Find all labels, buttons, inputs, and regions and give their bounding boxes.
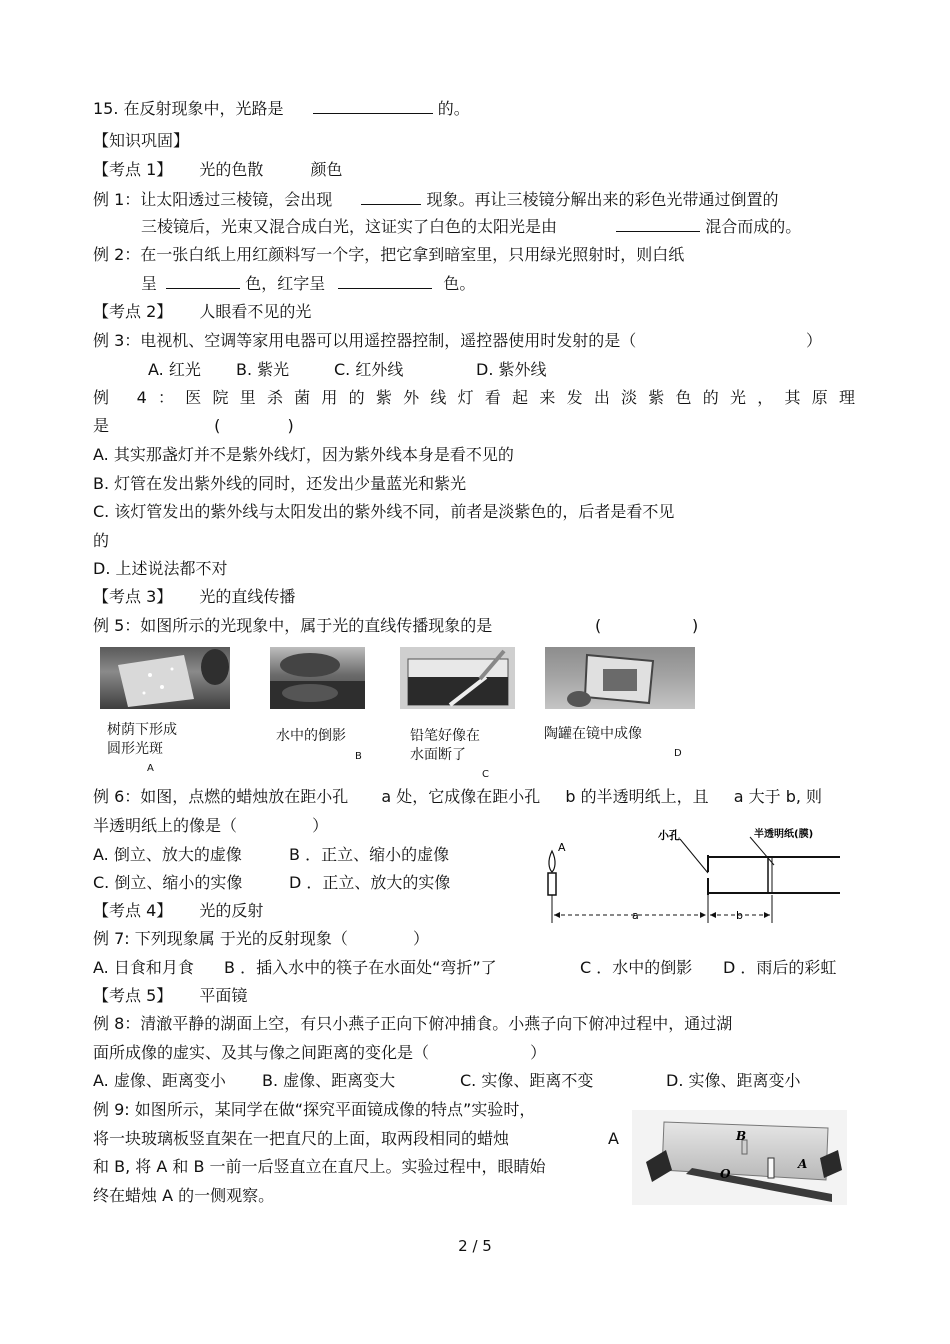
ex8-option-d: D. 实像、距离变小	[666, 1071, 801, 1090]
ex5-photo-c	[400, 647, 515, 709]
ex7-option-d: D ．雨后的彩虹	[723, 958, 837, 977]
ex6-option-b: B ．正立、缩小的虚像	[289, 845, 450, 864]
ex5-caption-c-2: 水面断了	[410, 747, 466, 763]
ex5-photo-b	[270, 647, 365, 709]
kp5-heading	[93, 986, 247, 1006]
kp1-title: 光的色散	[199, 160, 264, 179]
ex1-text-3: 三棱镜后，光束又混合成白光，这证实了白色的太阳光是由	[141, 217, 558, 236]
q15-line	[93, 99, 470, 119]
ex5-caption-c-letter: C	[482, 769, 489, 780]
ex2-blank-1	[166, 274, 240, 289]
ex5-caption-d-1: 陶罐在镜中成像	[544, 726, 642, 742]
ex8-close-paren: ）	[530, 1043, 547, 1062]
ex5-photo-d	[545, 647, 695, 709]
label-b: B	[736, 1129, 747, 1143]
kp1-subtitle: 颜色	[310, 160, 343, 179]
candle-a	[768, 1158, 774, 1178]
ex5-photo-a	[100, 647, 230, 709]
ex1-line1	[93, 190, 778, 210]
ex8-stem-2	[93, 1043, 546, 1063]
ex6-text-3: b 的半透明纸上，且	[565, 787, 709, 806]
ex9-line4: 终在蜡烛 A 的一侧观察。	[93, 1186, 275, 1205]
ex9-line2: 将一块玻璃板竖直架在一把直尺的上面，取两段相同的蜡烛	[93, 1129, 510, 1148]
ex8-option-c: C. 实像、距离不变	[460, 1071, 594, 1090]
ex6-line2	[93, 816, 328, 836]
ex5-caption-b-1: 水中的倒影	[276, 728, 346, 744]
ex5-photo-d-art	[545, 647, 695, 709]
ex6-option-c: C. 倒立、缩小的实像	[93, 873, 243, 892]
ex7-option-c: C ．水中的倒影	[580, 958, 693, 977]
dim-a-label: a	[632, 909, 639, 922]
kp4-heading	[93, 901, 263, 921]
ex8-option-b: B. 虚像、距离变大	[262, 1071, 396, 1090]
ex2-line1: 例 2：在一张白纸上用红颜料写一个字，把它拿到暗室里，只用绿光照射时，则白纸	[93, 245, 685, 264]
ex8-stem: 例 8：清澈平静的湖面上空，有只小燕子正向下俯冲捕食。小燕子向下俯冲过程中，通过湖	[93, 1014, 733, 1033]
ex8-option-a: A. 虚像、距离变小	[93, 1071, 226, 1090]
kp2-heading	[93, 302, 311, 322]
ex7-option-b: B ．插入水中的筷子在水面处“弯折”了	[224, 958, 497, 977]
ex1-text-1: 例 1：让太阳透过三棱镜，会出现	[93, 190, 333, 209]
ex4-paren-close: )	[287, 416, 294, 435]
ex7-stem-text: 例 7: 下列现象属 于光的反射现象（	[93, 929, 348, 948]
screen-label: 半透明纸(膜)	[754, 829, 814, 840]
ex5-paren-open: (	[595, 616, 602, 635]
ex4-stem: 例 4：医院里杀菌用的紫外线灯看起来发出淡紫色的光，其原理	[93, 388, 855, 407]
label-o: O	[720, 1167, 731, 1181]
ex7-stem	[93, 929, 429, 949]
kp3-heading	[93, 587, 295, 607]
ex6-line1	[93, 787, 822, 807]
kp3-title: 光的直线传播	[199, 587, 296, 606]
ex1-blank-1	[361, 190, 421, 205]
ex3-option-b: B. 紫光	[236, 360, 290, 379]
ex6-text-5: 半透明纸上的像是（	[93, 816, 238, 835]
ex4-option-b: B. 灯管在发出紫外线的同时，还发出少量蓝光和紫光	[93, 474, 467, 493]
ex6-option-d: D ．正立、放大的实像	[289, 873, 451, 892]
ex6-text-1: 例 6：如图，点燃的蜡烛放在距小孔	[93, 787, 349, 806]
ex5-photo-c-art	[400, 647, 515, 709]
ex5-caption-a-1: 树荫下形成	[107, 722, 177, 738]
kp2-tag: 【考点 2】	[93, 302, 173, 321]
ex3-option-c: C. 红外线	[334, 360, 404, 379]
candle-label: A	[558, 841, 566, 854]
q15-blank	[313, 99, 433, 114]
screen-pointer	[750, 837, 774, 865]
kp1-heading	[93, 160, 343, 180]
ex6-text-4: a 大于 b, 则	[733, 787, 823, 806]
ex4-option-a: A. 其实那盏灯并不是紫外线灯，因为紫外线本身是看不见的	[93, 445, 514, 464]
ex4-stem-2	[93, 416, 294, 436]
ex5-photo-b-art	[270, 647, 365, 709]
hole-label: 小孔	[658, 829, 680, 842]
kp1-tag: 【考点 1】	[93, 160, 173, 179]
ex5-caption-a-letter: A	[147, 763, 154, 774]
ex1-text-4: 混合而成的。	[705, 217, 802, 236]
ex1-text-2: 现象。再让三棱镜分解出来的彩色光带通过倒置的	[426, 190, 779, 209]
ex5-stem: 例 5：如图所示的光现象中，属于光的直线传播现象的是	[93, 616, 493, 635]
ex4-stem-2-text: 是	[93, 416, 110, 435]
label-a: A	[798, 1157, 808, 1171]
section-title: 【知识巩固】	[93, 131, 190, 150]
ex2-text-2: 呈	[141, 274, 158, 293]
ex3-option-a: A. 红光	[148, 360, 201, 379]
ex3-stem: 例 3：电视机、空调等家用电器可以用遥控器控制，遥控器使用时发射的是（	[93, 331, 637, 350]
ex7-option-a: A. 日食和月食	[93, 958, 194, 977]
hole-pointer	[680, 839, 708, 873]
kp2-title: 人眼看不见的光	[199, 302, 312, 321]
ex4-option-d: D. 上述说法都不对	[93, 559, 228, 578]
ex6-option-a: A. 倒立、放大的虚像	[93, 845, 242, 864]
ex5-caption-b-letter: B	[355, 751, 362, 762]
ex5-caption-a-2: 圆形光斑	[107, 741, 163, 757]
ex2-blank-2	[338, 274, 432, 289]
ex9-line1: 例 9: 如图所示，某同学在做“探究平面镜成像的特点”实验时，	[93, 1100, 536, 1119]
ex2-text-3: 色，红字呈	[245, 274, 326, 293]
ex1-blank-2	[616, 217, 700, 232]
ex1-line2	[141, 217, 801, 237]
page-number: 2 / 5	[458, 1237, 492, 1255]
ex2-line2	[141, 274, 475, 294]
ex5-photo-a-art	[100, 647, 230, 709]
ex5-caption-c-1: 铅笔好像在	[410, 728, 480, 744]
ex6-text-2: a 处，它成像在距小孔	[381, 787, 541, 806]
ex9-line3: 和 B, 将 A 和 B 一前一后竖直立在直尺上。实验过程中，眼睛始	[93, 1157, 546, 1176]
dim-b-label: b	[736, 909, 743, 922]
ex6-text-6: ）	[312, 816, 329, 835]
ex3-close-paren: ）	[806, 331, 823, 350]
kp3-tag: 【考点 3】	[93, 587, 173, 606]
ex5-paren-close: )	[692, 616, 699, 635]
ex7-close-paren: ）	[412, 929, 429, 948]
ex2-text-4: 色。	[443, 274, 476, 293]
kp5-tag: 【考点 5】	[93, 986, 173, 1005]
candle-body	[548, 873, 556, 895]
kp5-title: 平面镜	[199, 986, 248, 1005]
kp4-title: 光的反射	[199, 901, 264, 920]
ex8-stem-2-text: 面所成像的虚实、及其与像之间距离的变化是（	[93, 1043, 430, 1062]
kp4-tag: 【考点 4】	[93, 901, 173, 920]
ex9-mirror-figure	[632, 1110, 847, 1205]
ex3-option-d: D. 紫外线	[476, 360, 547, 379]
ex9-line2-letter: A	[608, 1129, 619, 1148]
ex4-option-c-cont: 的	[93, 531, 110, 550]
ex4-paren-open: (	[214, 416, 221, 435]
ex6-pinhole-diagram	[540, 825, 850, 935]
ex5-caption-d-letter: D	[674, 748, 682, 759]
candle-flame	[549, 851, 555, 872]
q15-prefix: 15. 在反射现象中，光路是	[93, 99, 284, 118]
q15-suffix: 的。	[437, 99, 470, 118]
ex4-option-c: C. 该灯管发出的紫外线与太阳发出的紫外线不同，前者是淡紫色的，后者是看不见	[93, 502, 675, 521]
